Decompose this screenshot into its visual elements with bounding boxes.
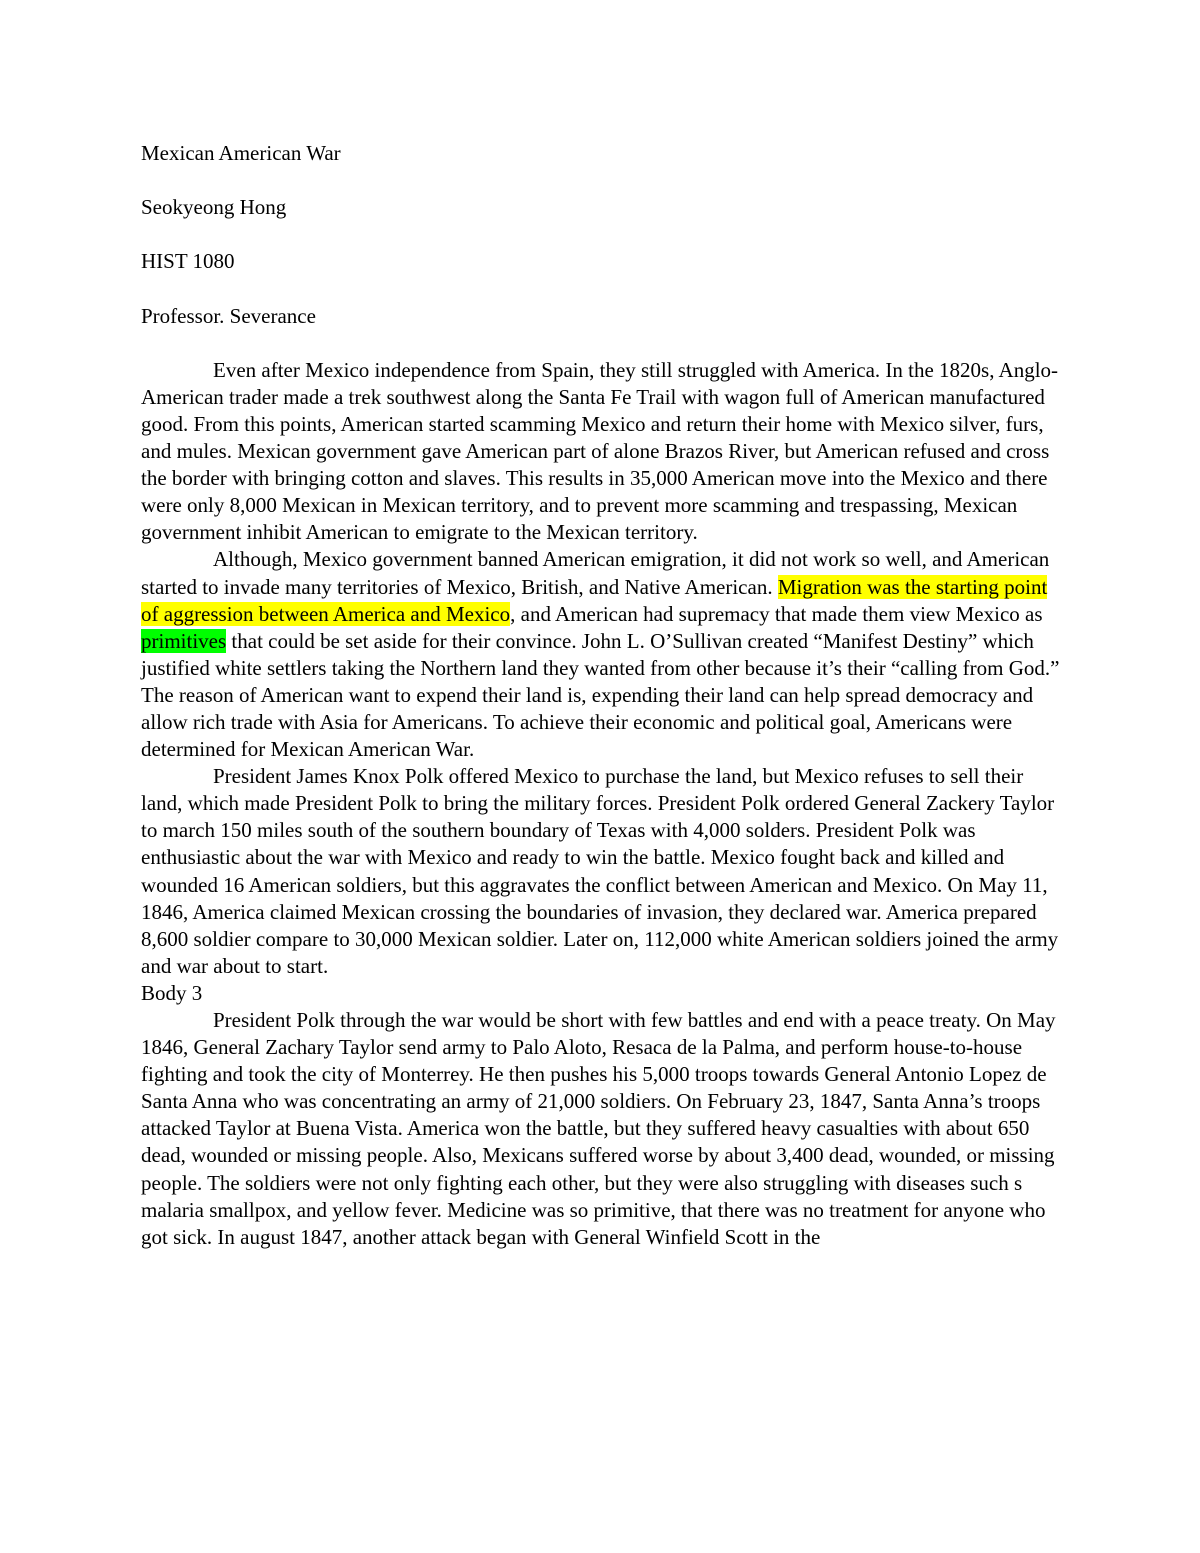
green-highlight: primitives (141, 628, 227, 653)
section-label-body-3: Body 3 (141, 980, 203, 1005)
essay-title: Mexican American War (141, 141, 341, 165)
paragraph-2 (141, 546, 1063, 763)
paragraph-4: President Polk through the war would be short with few battles and end with a peace treaty. On May 1846, General Zachary Taylor send army to Palo Aloto, Resaca de la Palma, and perform house-to-house fighting and took the city of Monterrey. He then pushes his 5,000 troops towards General Antonio Lopez de Santa Anna who was concentrating an army of 21,000 soldiers. On February 23, 1847, Santa Anna’s troops attacked Taylor at Buena Vista. America won the battle, but they suffered heavy casualties with about 650 dead, wounded or missing people. Also, Mexicans suffered worse by about 3,400 dead, wounded, or missing people. The soldiers were not only fighting each other, but they were also struggling with diseases such s malaria smallpox, and yellow fever. Medicine was so primitive, that there was no treatment for anyone who got sick. In august 1847, another attack began with General Winfield Scott in the (141, 1008, 1056, 1249)
yellow-highlight: Migration was the starting point of aggression between America and Mexico (141, 574, 1048, 626)
paragraph-2-text-a: Although, Mexico government banned American emigration, it did not work so well, and American started to invade many territories of Mexico, British, and Native American. (141, 547, 1050, 599)
author-name: Seokyeong Hong (141, 195, 287, 220)
paragraph-3: President James Knox Polk offered Mexico to purchase the land, but Mexico refuses to sell their land, which made President Polk to bring the military forces. President Polk ordered General Zackery Taylor to march 150 miles south of the southern boundary of Texas with 4,000 solders. President Polk was enthusiastic about the war with Mexico and ready to win the battle. Mexico fought back and killed and wounded 16 American soldiers, but this aggravates the conflict between American and Mexico. On May 11, 1846, America claimed Mexican crossing the boundaries of invasion, they declared war. America prepared 8,600 soldier compare to 30,000 Mexican soldier. Later on, 112,000 white American soldiers joined the army and war about to start. (141, 764, 1059, 978)
paragraph-1: Even after Mexico independence from Spain, they still struggled with America. In the 1820s, Anglo-American trader made a trek southwest along the Santa Fe Trail with wagon full of American manufactured good. From this points, American started scamming Mexico and return their home with Mexico silver, furs, and mules. Mexican government gave American part of alone Brazos River, but American refused and cross the border with bringing cotton and slaves. This results in 35,000 American move into the Mexico and there were only 8,000 Mexican in Mexican territory, and to prevent more scamming and trespassing, Mexican government inhibit American to emigrate to the Mexican territory. (141, 357, 1059, 545)
document-body (141, 140, 1063, 1251)
professor-name: Professor. Severance (141, 303, 316, 328)
course-code: HIST 1080 (141, 249, 235, 274)
paragraph-2-text-b: , and American had supremacy that made them view Mexico as (510, 601, 1043, 626)
paragraph-2-text-c: that could be set aside for their convince. John L. O’Sullivan created “Manifest Destiny” which justified white settlers taking the Northern land they wanted from other because it’s their “calling from God.” The reason of American want to expend their land is, expending their land can help spread democracy and allow rich trade with Asia for Americans. To achieve their economic and political goal, Americans were determined for Mexican American War. (141, 628, 1060, 762)
